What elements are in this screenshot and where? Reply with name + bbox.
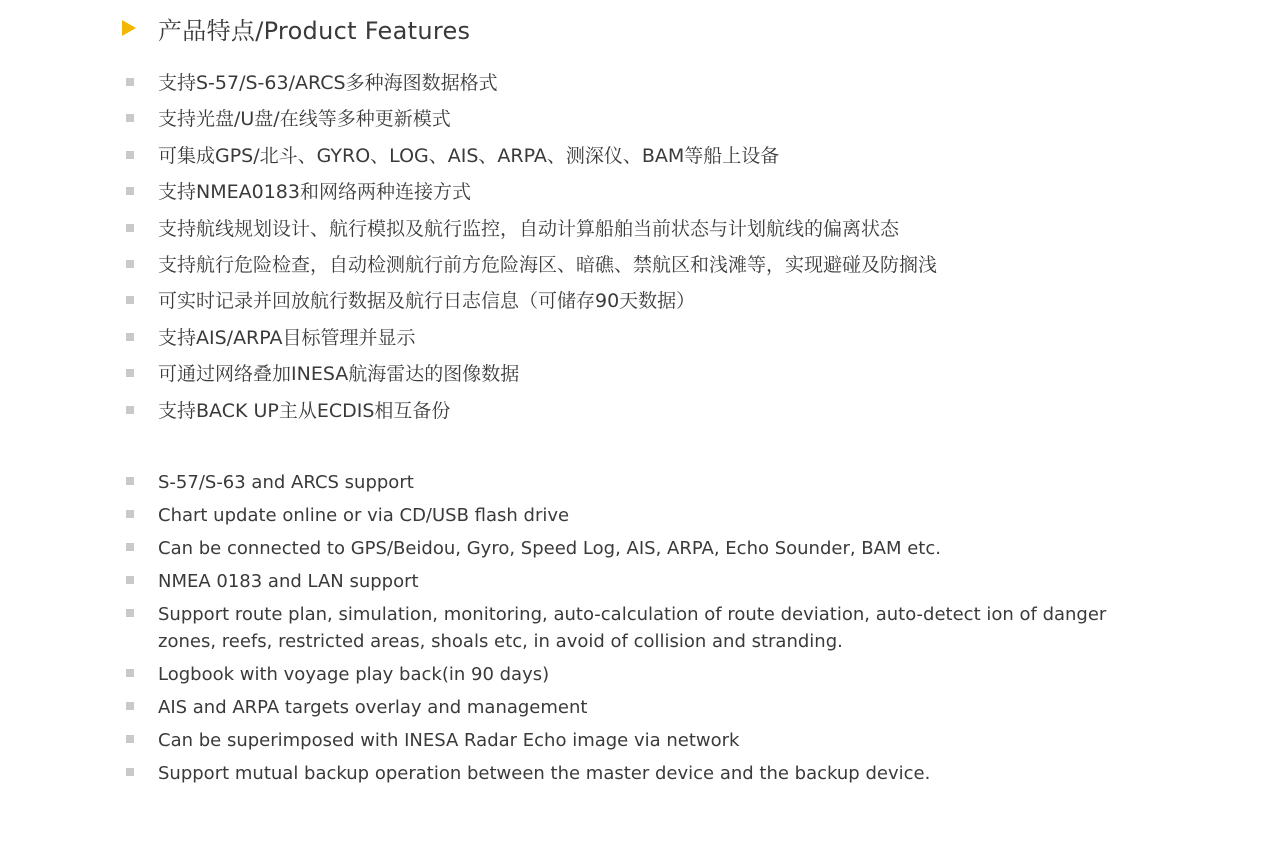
list-item xyxy=(124,532,1164,565)
list-item xyxy=(124,65,1164,101)
square-bullet-icon xyxy=(126,735,134,743)
square-bullet-icon xyxy=(126,406,134,414)
list-item-text: Can be superimposed with INESA Radar Echo image via network xyxy=(158,730,740,751)
list-item-text: 支持航线规划设计、航行模拟及航行监控，自动计算船舶当前状态与计划航线的偏离状态 xyxy=(158,217,900,240)
list-item-text: 可通过网络叠加INESA航海雷达的图像数据 xyxy=(158,363,520,386)
section-title: 产品特点/Product Features xyxy=(158,16,471,45)
list-item-text: Support mutual backup operation between the master device and the backup device. xyxy=(158,763,931,784)
triangle-marker-icon xyxy=(122,20,136,36)
list-item xyxy=(124,283,1164,319)
square-bullet-icon xyxy=(126,224,134,232)
list-item xyxy=(124,393,1164,429)
list-item xyxy=(124,138,1164,174)
square-bullet-icon xyxy=(126,510,134,518)
list-item xyxy=(124,320,1164,356)
list-item xyxy=(124,247,1164,283)
square-bullet-icon xyxy=(126,187,134,195)
list-item-text: Logbook with voyage play back(in 90 days) xyxy=(158,664,550,685)
list-item xyxy=(124,757,1164,790)
square-bullet-icon xyxy=(126,609,134,617)
feature-list-chinese xyxy=(124,65,1164,429)
list-item-text: NMEA 0183 and LAN support xyxy=(158,571,419,592)
list-item-text: S-57/S-63 and ARCS support xyxy=(158,472,414,493)
list-item-text: 支持BACK UP主从ECDIS相互备份 xyxy=(158,399,451,422)
list-item-text: AIS and ARPA targets overlay and management xyxy=(158,697,588,718)
square-bullet-icon xyxy=(126,78,134,86)
square-bullet-icon xyxy=(126,669,134,677)
list-item xyxy=(124,565,1164,598)
square-bullet-icon xyxy=(126,296,134,304)
square-bullet-icon xyxy=(126,768,134,776)
list-item xyxy=(124,499,1164,532)
feature-list-english xyxy=(124,466,1164,790)
square-bullet-icon xyxy=(126,543,134,551)
list-item-text: 支持航行危险检查，自动检测航行前方危险海区、暗礁、禁航区和浅滩等，实现避碰及防搁浅 xyxy=(158,253,938,276)
square-bullet-icon xyxy=(126,151,134,159)
list-item xyxy=(124,174,1164,210)
list-item-text: Chart update online or via CD/USB flash drive xyxy=(158,505,570,526)
square-bullet-icon xyxy=(126,576,134,584)
list-item-text: Support route plan, simulation, monitoring, auto-calculation of route deviation, auto-detect ion of danger zones, reefs, restricted areas, shoals etc, in avoid of collision and stranding. xyxy=(158,604,1107,652)
square-bullet-icon xyxy=(126,114,134,122)
square-bullet-icon xyxy=(126,477,134,485)
list-item xyxy=(124,658,1164,691)
list-item xyxy=(124,466,1164,499)
list-item xyxy=(124,691,1164,724)
list-item-text: Can be connected to GPS/Beidou, Gyro, Speed Log, AIS, ARPA, Echo Sounder, BAM etc. xyxy=(158,538,941,559)
list-item xyxy=(124,724,1164,757)
section-header xyxy=(122,8,470,48)
list-item-text: 可集成GPS/北斗、GYRO、LOG、AIS、ARPA、测深仪、BAM等船上设备 xyxy=(158,144,780,167)
square-bullet-icon xyxy=(126,702,134,710)
list-item xyxy=(124,101,1164,137)
list-item xyxy=(124,356,1164,392)
list-item-text: 支持S-57/S-63/ARCS多种海图数据格式 xyxy=(158,72,498,94)
list-item-text: 支持NMEA0183和网络两种连接方式 xyxy=(158,181,471,204)
list-item-text: 支持AIS/ARPA目标管理并显示 xyxy=(158,326,416,349)
list-item-text: 可实时记录并回放航行数据及航行日志信息（可储存90天数据） xyxy=(158,290,696,313)
list-item xyxy=(124,598,1114,658)
square-bullet-icon xyxy=(126,333,134,341)
list-item-text: 支持光盘/U盘/在线等多种更新模式 xyxy=(158,108,451,131)
square-bullet-icon xyxy=(126,369,134,377)
list-item xyxy=(124,211,1164,247)
square-bullet-icon xyxy=(126,260,134,268)
